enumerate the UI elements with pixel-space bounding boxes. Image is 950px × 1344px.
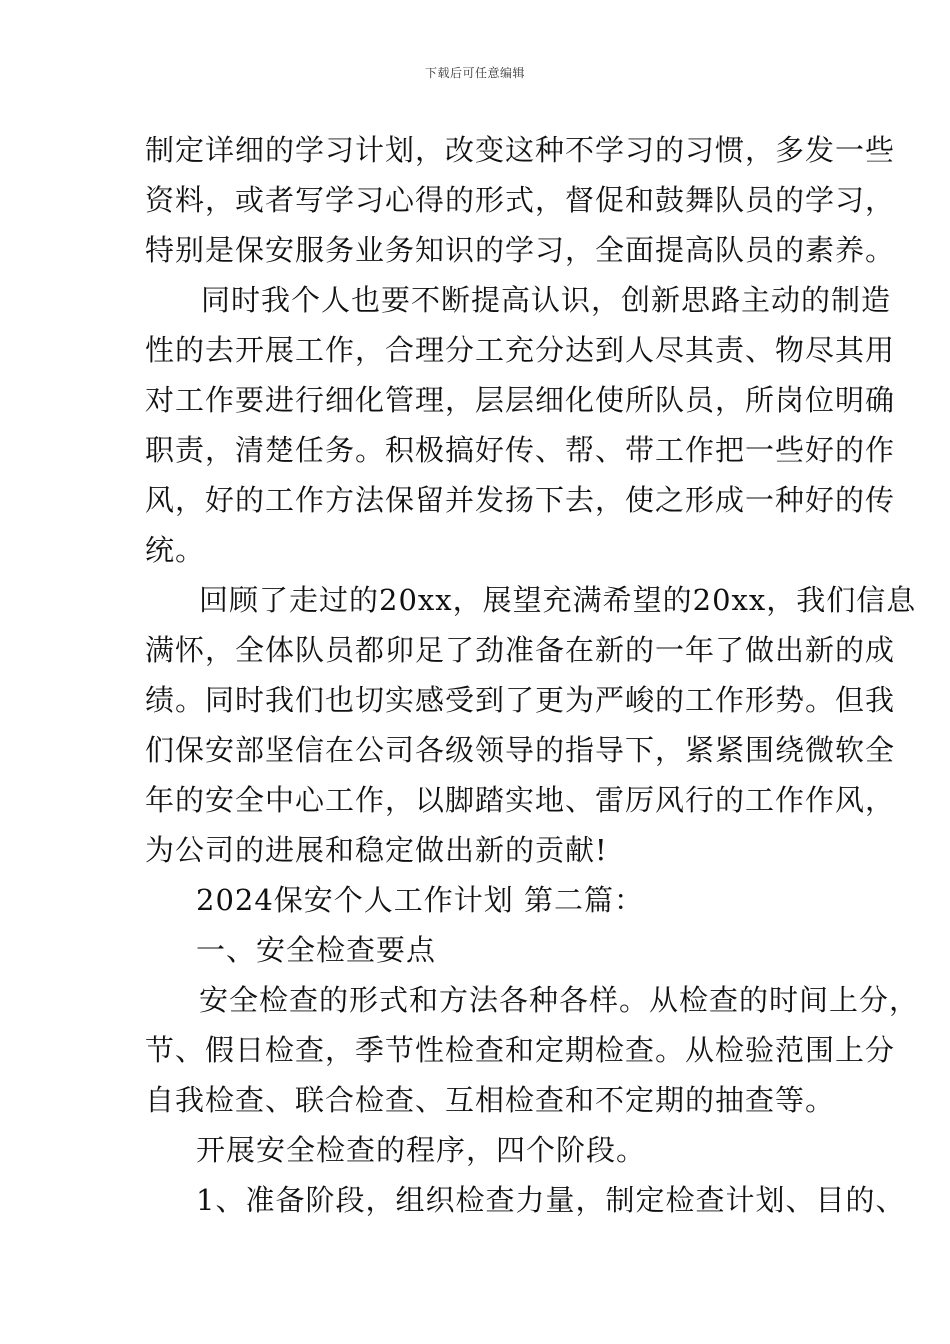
text-line: 开展安全检查的程序，四个阶段。: [196, 1133, 647, 1167]
text-line: 同时我个人也要不断提高认识，创新思路主动的制造: [201, 283, 892, 317]
text-line: 一、安全检查要点: [196, 933, 437, 967]
page-header: 下载后可任意编辑: [424, 66, 525, 80]
text-line: 2024保安个人工作计划 第二篇：: [196, 883, 645, 917]
text-line: 性的去开展工作，合理分工充分达到人尽其责、物尽其用: [145, 333, 896, 367]
text-line: 特别是保安服务业务知识的学习，全面提高队员的素养。: [145, 233, 896, 267]
text-line: 对工作要进行细化管理，层层细化使所队员，所岗位明确: [145, 383, 896, 417]
text-line: 为公司的进展和稳定做出新的贡献!: [145, 833, 608, 867]
text-line: 职责，清楚任务。积极搞好传、帮、带工作把一些好的作: [145, 433, 896, 467]
text-line: 制定详细的学习计划，改变这种不学习的习惯，多发一些: [145, 133, 896, 167]
text-line: 绩。同时我们也切实感受到了更为严峻的工作形势。但我: [145, 683, 896, 717]
text-line: 风，好的工作方法保留并发扬下去，使之形成一种好的传: [145, 483, 896, 517]
text-line: 1、准备阶段，组织检查力量，制定检查计划、目的、: [196, 1183, 906, 1217]
text-line: 资料，或者写学习心得的形式，督促和鼓舞队员的学习，: [145, 183, 896, 217]
text-line: 年的安全中心工作，以脚踏实地、雷厉风行的工作作风，: [145, 783, 896, 817]
text-line: 安全检查的形式和方法各种各样。从检查的时间上分，: [199, 983, 920, 1017]
text-line: 节、假日检查，季节性检查和定期检查。从检验范围上分: [145, 1033, 896, 1067]
text-line: 们保安部坚信在公司各级领导的指导下，紧紧围绕微软全: [145, 733, 896, 767]
text-line: 满怀，全体队员都卯足了劲准备在新的一年了做出新的成: [145, 633, 896, 667]
text-line: 统。: [145, 533, 206, 567]
text-line: 回顾了走过的20xx，展望充满希望的20xx，我们信息: [199, 583, 917, 617]
text-line: 自我检查、联合检查、互相检查和不定期的抽查等。: [145, 1083, 836, 1117]
